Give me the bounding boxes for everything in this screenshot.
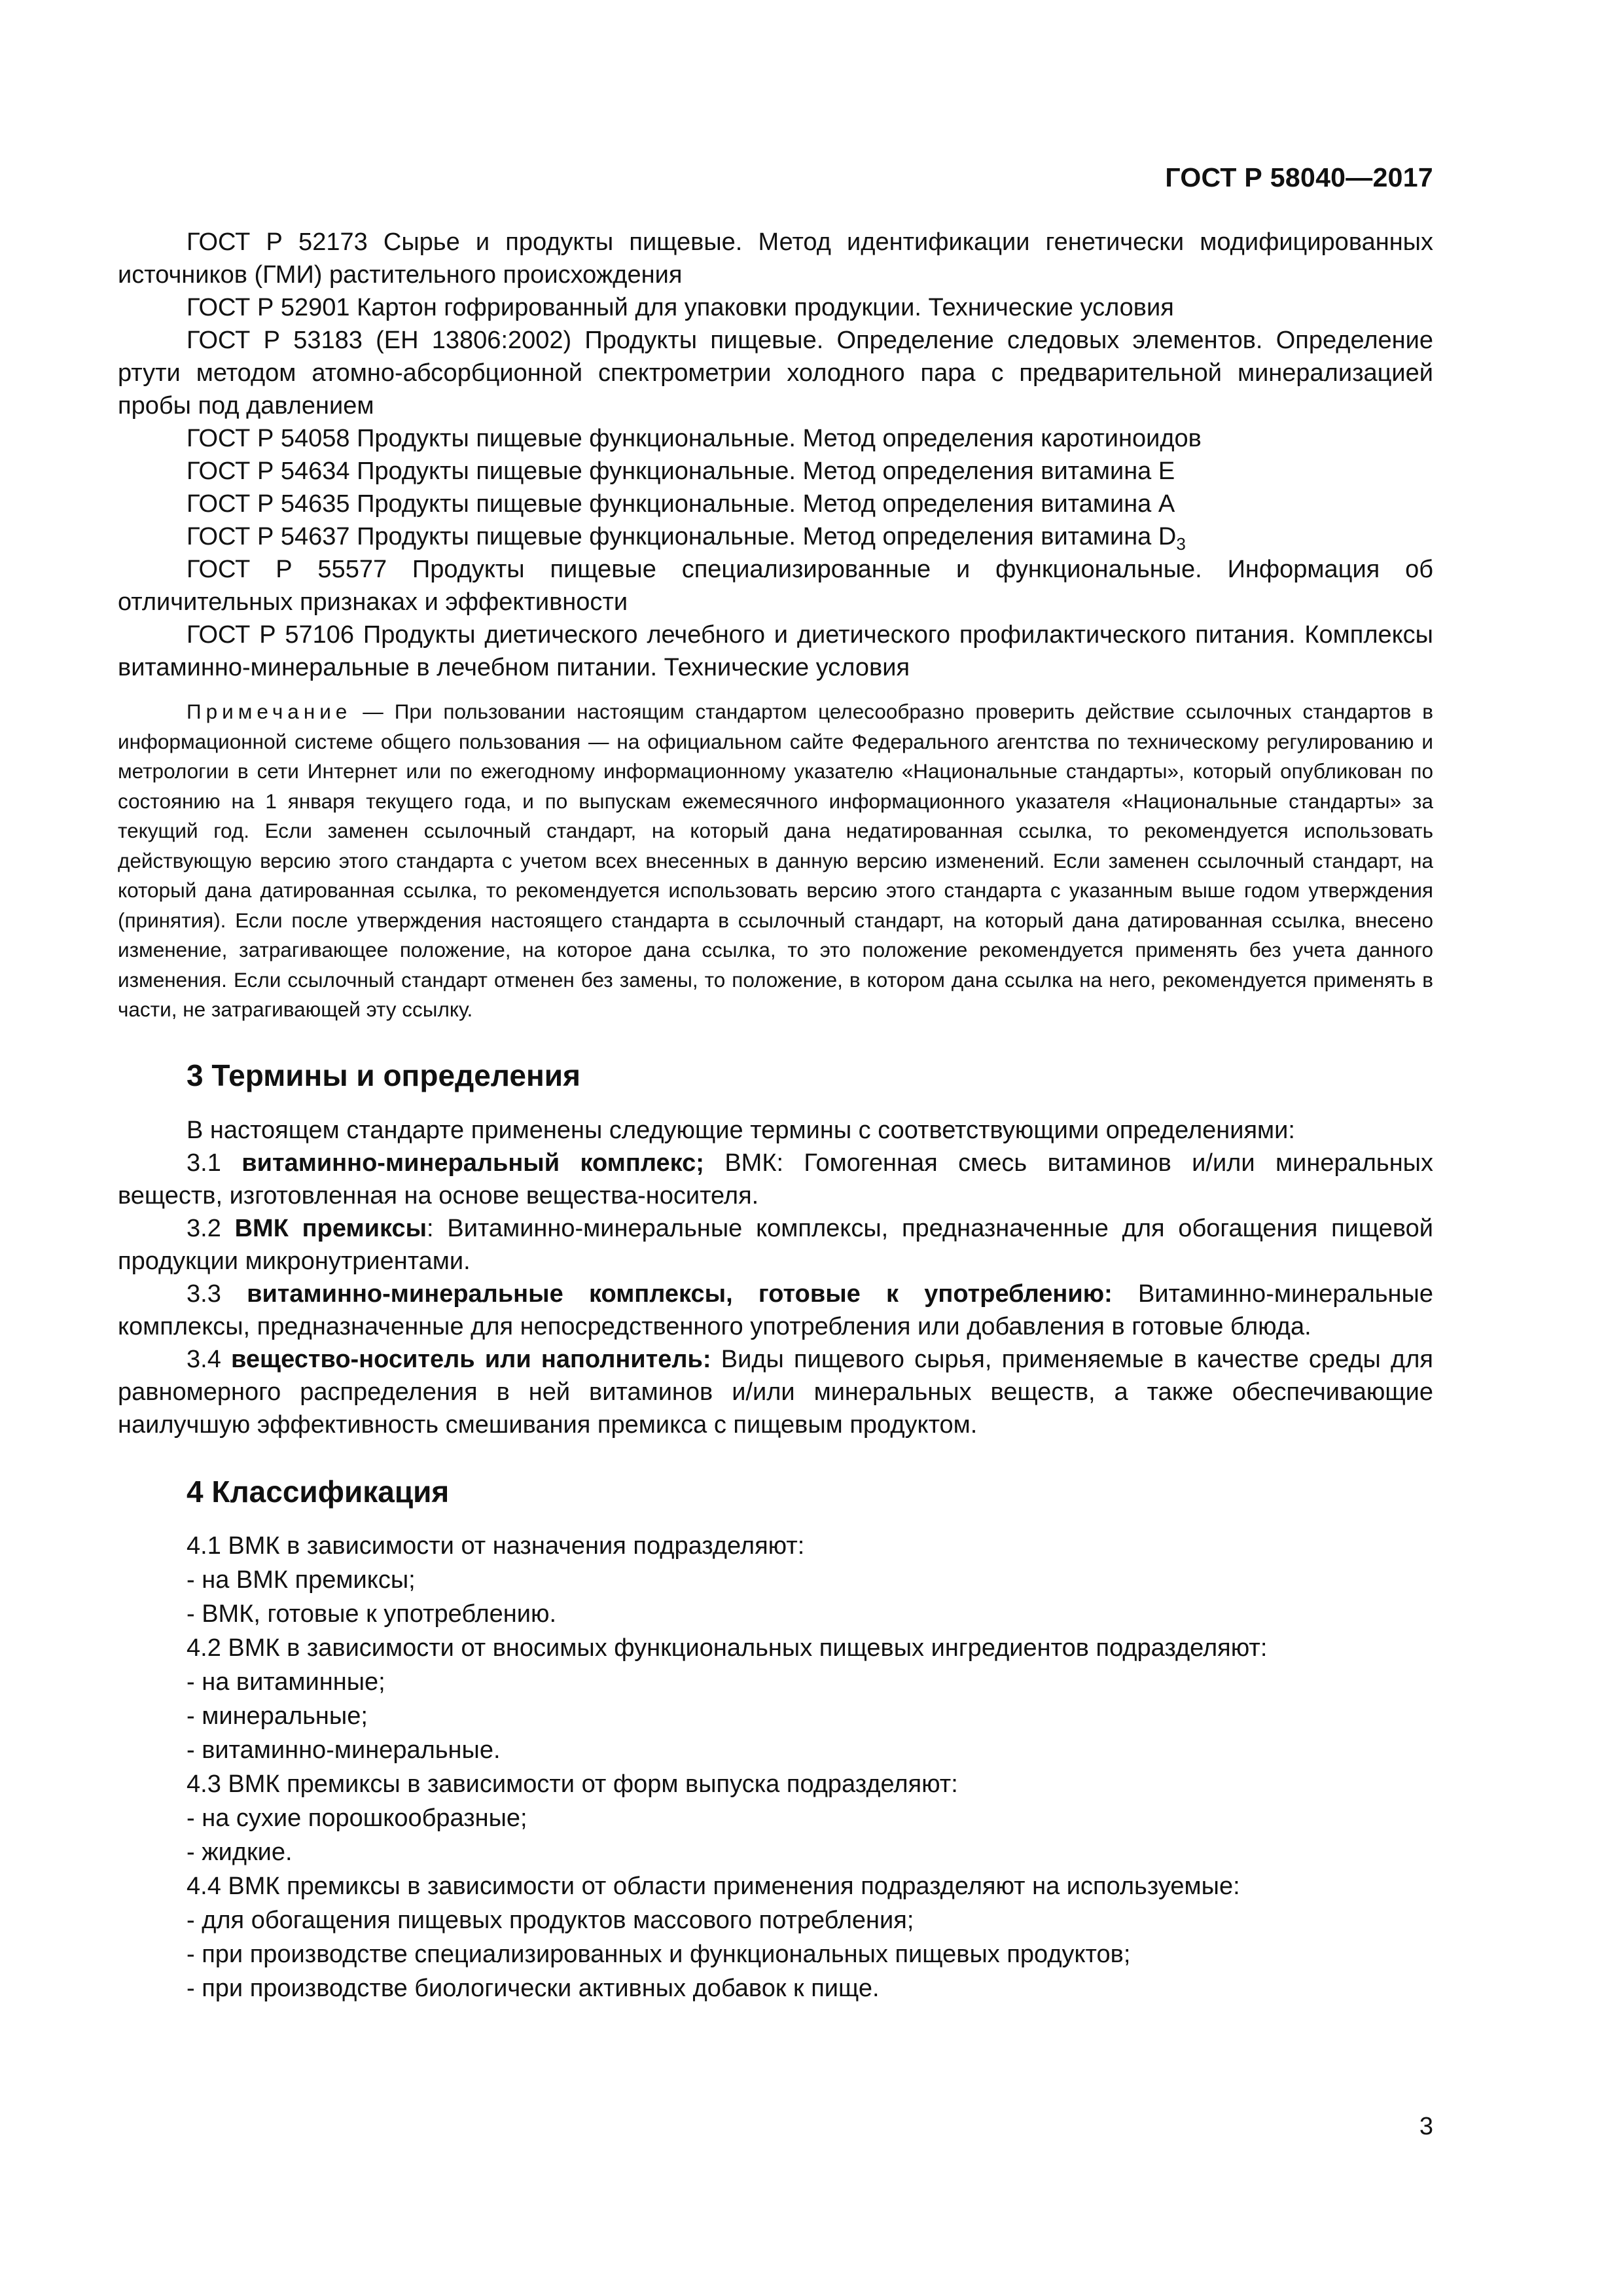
section-3-body <box>118 1114 1433 1441</box>
reference-item: ГОСТ Р 55577 Продукты пищевые специализированные и функциональные. Информация об отличительных признаках и эффективности <box>118 556 1433 616</box>
term-name: витаминно-минеральные комплексы, готовые к употреблению: <box>247 1280 1113 1308</box>
note-text: — При пользовании настоящим стандартом целесообразно проверить действие ссылочных стандартов в информационной системе общего пользования — на официальном сайте Федерального агентства по техническому регулированию и метрологии в сети Интернет или по ежегодному информационному указателю «Национальные стандарты», который опубликован по состоянию на 1 января текущего года, и по выпускам ежемесячного информационного указателя «Национальные стандарты» за текущий год. Если заменен ссылочный стандарт, на который дана недатированная ссылка, то рекомендуется использовать действующую версию этого стандарта с учетом всех внесенных в данную версию изменений. Если заменен ссылочный стандарт, на который дана датированная ссылка, то рекомендуется использовать версию этого стандарта с указанным выше годом утверждения (принятия). Если после утверждения настоящего стандарта в ссылочный стандарт, на который дана датированная ссылка, внесено изменение, затрагивающее положение, на которое дана ссылка, то это положение рекомендуется применять без учета данного изменения. Если ссылочный стандарт отменен без замены, то положение, в котором дана ссылка на него, рекомендуется применять в части, не затрагивающей эту ссылку. <box>118 700 1433 1021</box>
classification-line: 4.4 ВМК премиксы в зависимости от области применения подразделяют на используемые: <box>187 1872 1240 1900</box>
reference-item: ГОСТ Р 52173 Сырье и продукты пищевые. Метод идентификации генетически модифицированных источников (ГМИ) растительного происхождения <box>118 228 1433 289</box>
classification-line: - жидкие. <box>187 1838 293 1866</box>
document-code-header: ГОСТ Р 58040—2017 <box>1165 162 1433 192</box>
term-name: витаминно-минеральный комплекс; <box>241 1149 704 1177</box>
section-3-heading: 3 Термины и определения <box>187 1058 580 1092</box>
classification-line: - на сухие порошкообразные; <box>187 1804 527 1832</box>
term-definition: 3.1 витаминно-минеральный комплекс; ВМК: Гомогенная смесь витаминов и/или минеральных веществ, изготовленная на основе вещества-носителя. <box>118 1149 1433 1210</box>
classification-line: 4.2 ВМК в зависимости от вносимых функциональных пищевых ингредиентов подразделяют: <box>187 1634 1268 1662</box>
classification-line: - на витаминные; <box>187 1668 385 1696</box>
classification-line: 4.1 ВМК в зависимости от назначения подразделяют: <box>187 1532 805 1560</box>
note-label: Примечание <box>187 700 352 723</box>
page-content <box>118 226 1433 2005</box>
term-name: вещество-носитель или наполнитель: <box>231 1345 711 1373</box>
page-number: 3 <box>1419 2113 1433 2140</box>
term-definition: 3.2 ВМК премиксы: Витаминно-минеральные комплексы, предназначенные для обогащения пищевой продукции микронутриентами. <box>118 1214 1434 1275</box>
classification-line: - при производстве биологически активных добавок к пище. <box>187 1974 880 2002</box>
reference-item: ГОСТ Р 53183 (ЕН 13806:2002) Продукты пищевые. Определение следовых элементов. Определение ртути методом атомно-абсорбционной спектрометрии холодного пара с предварительной минерализацией пробы под давлением <box>118 327 1433 420</box>
term-name: ВМК премиксы <box>234 1214 427 1242</box>
references-note <box>118 697 1433 1025</box>
reference-item: ГОСТ Р 52901 Картон гофрированный для упаковки продукции. Технические условия <box>187 294 1174 321</box>
reference-item: ГОСТ Р 54637 Продукты пищевые функциональные. Метод определения витамина $D_3$ <box>187 523 1186 554</box>
reference-item: ГОСТ Р 54634 Продукты пищевые функциональные. Метод определения витамина Е <box>187 457 1175 485</box>
classification-line: - для обогащения пищевых продуктов массового потребления; <box>187 1906 914 1934</box>
normative-references-list <box>118 226 1433 684</box>
section-3-intro: В настоящем стандарте применены следующие термины с соответствующими определениями: <box>187 1116 1295 1144</box>
term-definition: 3.3 витаминно-минеральные комплексы, готовые к употреблению: Витаминно-минеральные комплексы, предназначенные для непосредственного употребления или добавления в готовые блюда. <box>118 1280 1433 1340</box>
reference-item: ГОСТ Р 57106 Продукты диетического лечебного и диетического профилактического питания. Комплексы витаминно-минеральные в лечебном питании. Технические условия <box>118 621 1433 681</box>
term-definition: 3.4 вещество-носитель или наполнитель: Виды пищевого сырья, применяемые в качестве среды для равномерного распределения в ней витаминов и/или минеральных веществ, а также обеспечивающие наилучшую эффективность смешивания премикса с пищевым продуктом. <box>118 1345 1433 1439</box>
classification-line: 4.3 ВМК премиксы в зависимости от форм выпуска подразделяют: <box>187 1770 958 1798</box>
classification-line: - ВМК, готовые к употреблению. <box>187 1600 557 1628</box>
reference-item: ГОСТ Р 54058 Продукты пищевые функциональные. Метод определения каротиноидов <box>187 425 1202 452</box>
classification-line: - при производстве специализированных и функциональных пищевых продуктов; <box>187 1940 1131 1968</box>
classification-line: - на ВМК премиксы; <box>187 1566 416 1594</box>
section-4-body <box>118 1529 1433 2005</box>
classification-line: - минеральные; <box>187 1702 368 1730</box>
reference-item: ГОСТ Р 54635 Продукты пищевые функциональные. Метод определения витамина А <box>187 490 1175 518</box>
section-4-heading: 4 Классификация <box>187 1474 450 1509</box>
classification-line: - витаминно-минеральные. <box>187 1736 501 1764</box>
